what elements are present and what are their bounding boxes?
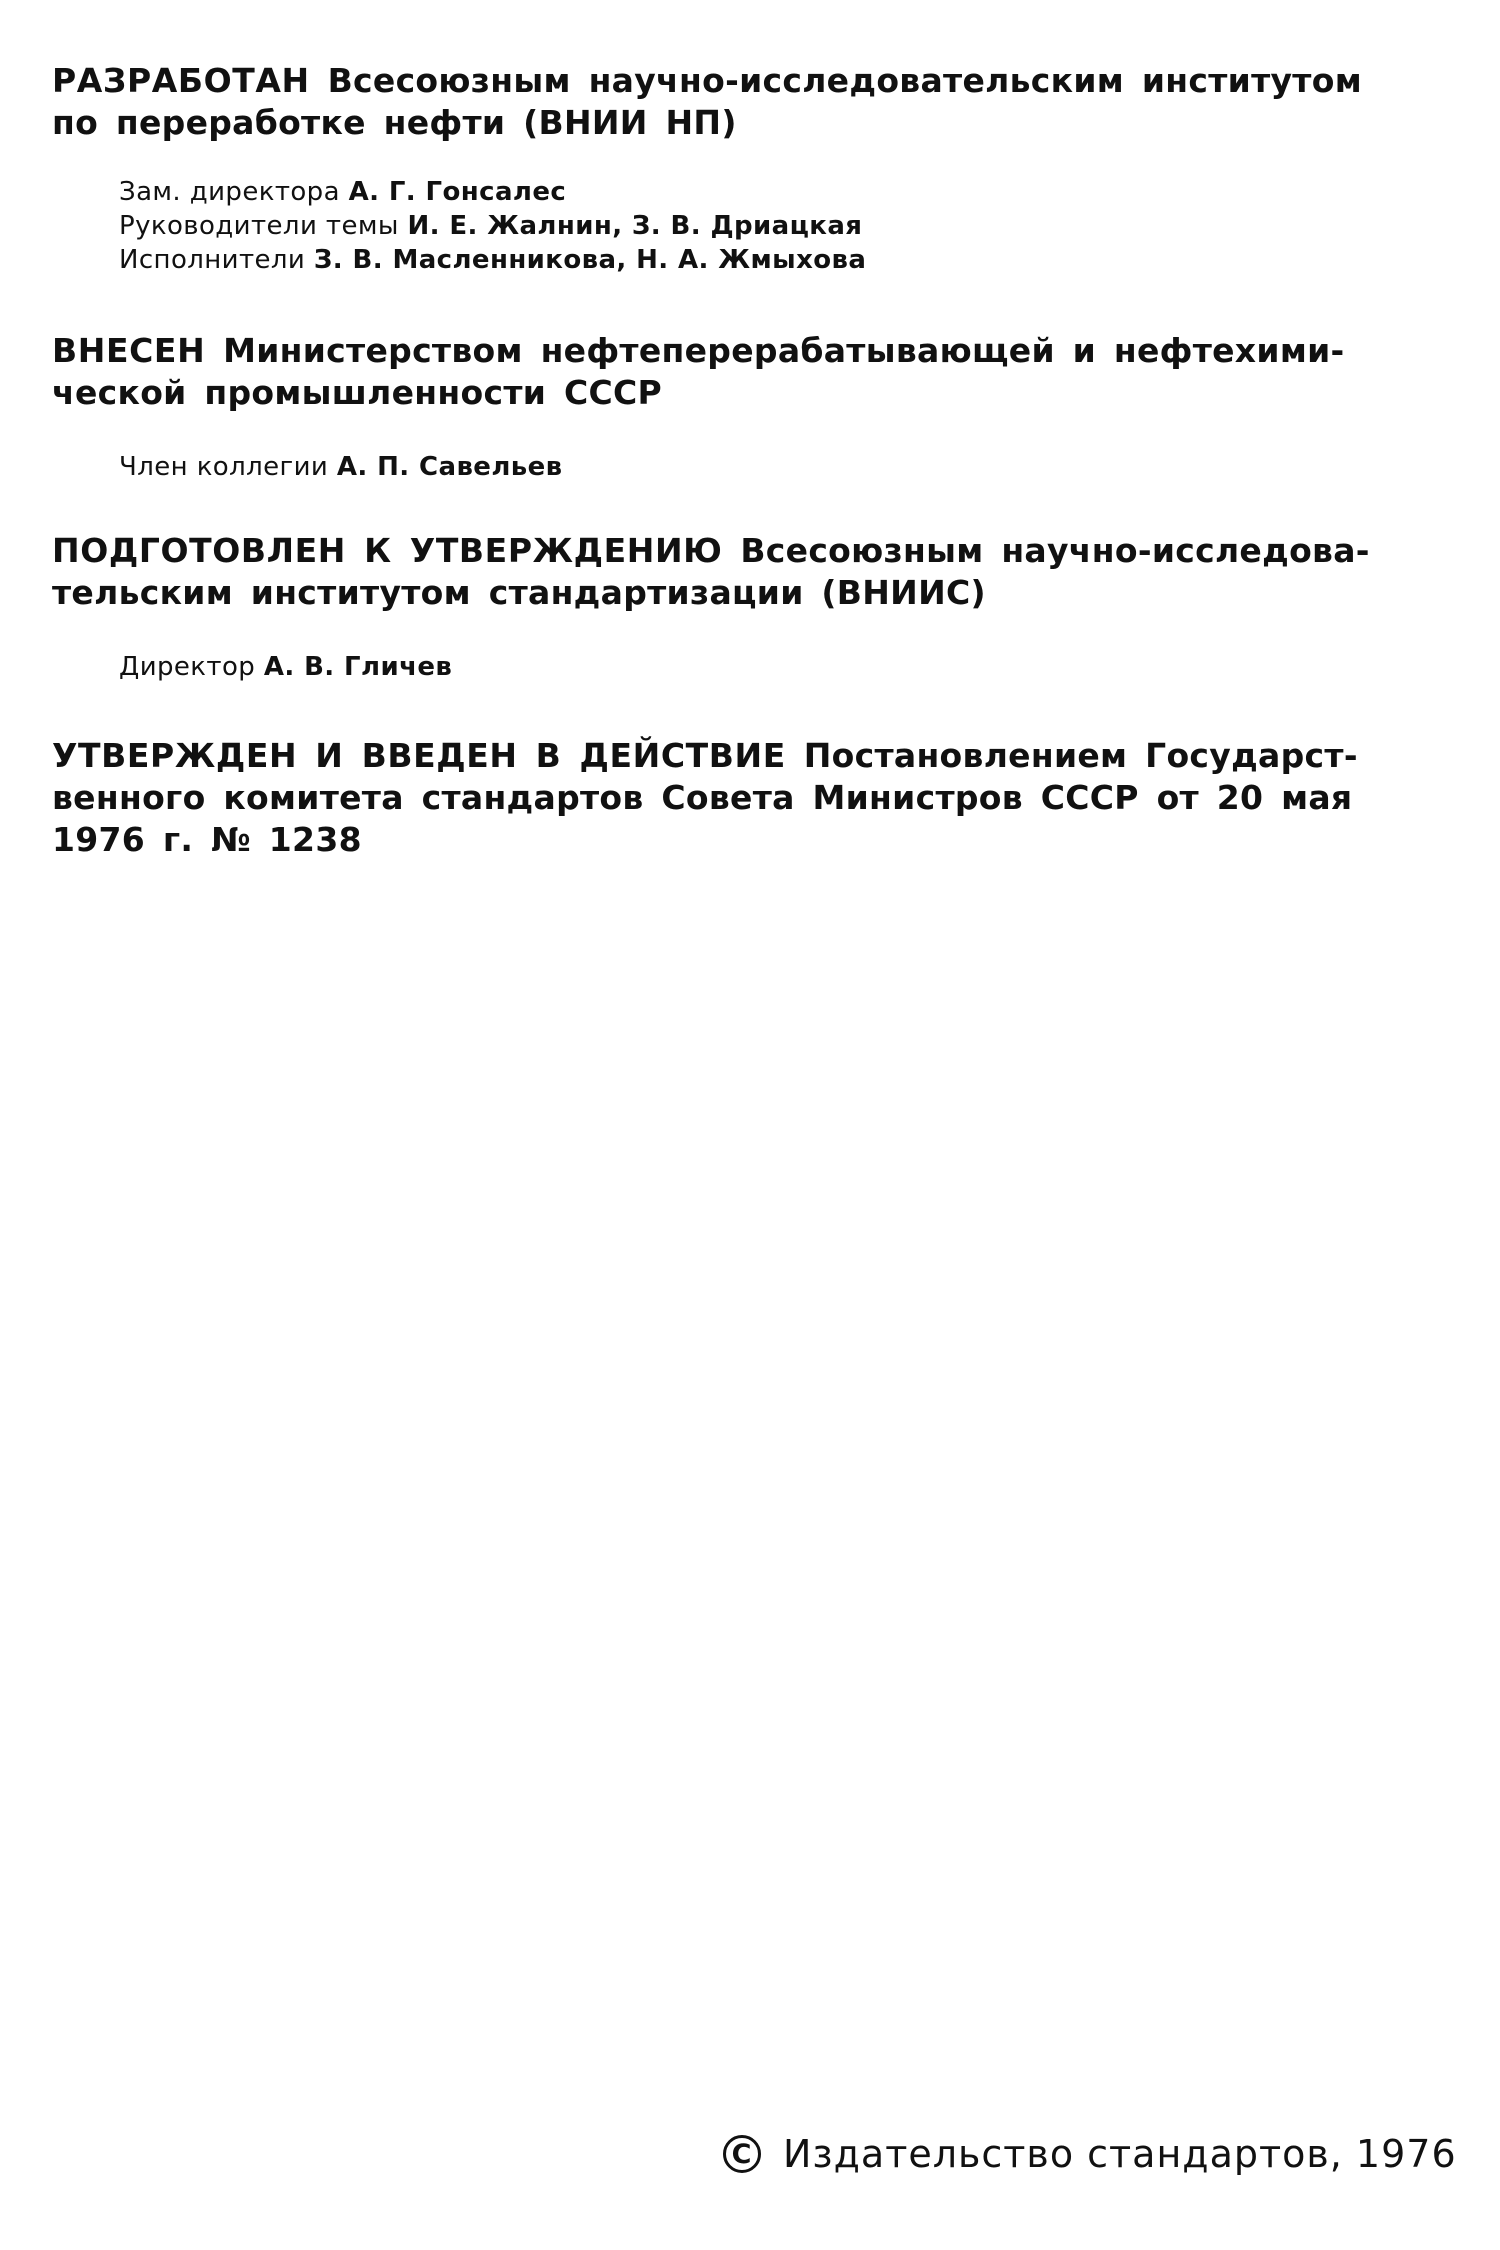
people-introduced	[52, 450, 563, 484]
section-developed-line1	[52, 60, 1437, 102]
section-developed	[52, 60, 1437, 144]
section-approved-line1-rest: Постановлением Государст-	[803, 736, 1358, 775]
people-prepared	[52, 650, 452, 684]
copyright-text: Издательство стандартов, 1976	[783, 2132, 1457, 2176]
section-prepared-line2: тельским институтом стандартизации (ВНИИС)	[52, 573, 986, 612]
person-names: З. В. Масленникова, Н. А. Жмыхова	[313, 245, 867, 275]
person-role: Член коллегии	[119, 452, 329, 482]
section-introduced-line1-rest: Министерством нефтеперерабатывающей и нефтехими-	[223, 331, 1345, 370]
person-row	[119, 209, 866, 243]
person-role: Руководители темы	[119, 211, 399, 241]
person-row	[119, 175, 866, 209]
copyright-icon: C	[723, 2135, 761, 2173]
section-introduced	[52, 330, 1437, 414]
section-prepared-lead: ПОДГОТОВЛЕН К УТВЕРЖДЕНИЮ	[52, 531, 723, 570]
person-names: А. В. Гличев	[263, 652, 453, 682]
person-row	[119, 243, 866, 277]
section-approved	[52, 735, 1437, 861]
copyright-notice	[723, 2130, 1457, 2178]
section-prepared-line1	[52, 530, 1437, 572]
person-names: А. П. Савельев	[336, 452, 563, 482]
section-approved-line2: венного комитета стандартов Совета Министров СССР от 20 мая	[52, 778, 1353, 817]
section-developed-lead: РАЗРАБОТАН	[52, 61, 310, 100]
person-names: А. Г. Гонсалес	[348, 177, 567, 207]
person-names: И. Е. Жалнин, З. В. Дриацкая	[407, 211, 863, 241]
person-role: Исполнители	[119, 245, 306, 275]
section-developed-line2: по переработке нефти (ВНИИ НП)	[52, 103, 737, 142]
section-approved-lead: УТВЕРЖДЕН И ВВЕДЕН В ДЕЙСТВИЕ	[52, 736, 786, 775]
section-prepared-line1-rest: Всесоюзным научно-исследова-	[740, 531, 1370, 570]
section-introduced-line1	[52, 330, 1437, 372]
section-developed-line1-rest: Всесоюзным научно-исследовательским институтом	[327, 61, 1362, 100]
person-role: Директор	[119, 652, 256, 682]
person-row	[119, 650, 452, 684]
person-role: Зам. директора	[119, 177, 340, 207]
section-prepared	[52, 530, 1437, 614]
people-developed	[52, 175, 866, 277]
section-introduced-line2: ческой промышленности СССР	[52, 373, 662, 412]
person-row	[119, 450, 563, 484]
section-approved-line3: 1976 г. № 1238	[52, 820, 362, 859]
section-introduced-lead: ВНЕСЕН	[52, 331, 206, 370]
section-approved-line1	[52, 735, 1437, 777]
